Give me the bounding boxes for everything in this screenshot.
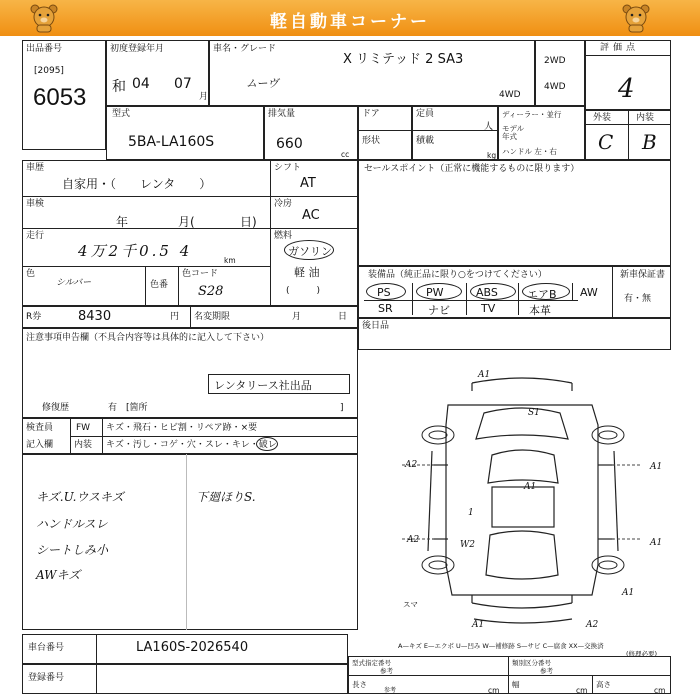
- check-label1: 検査員: [26, 423, 54, 433]
- mark-right-lower: A1: [650, 538, 663, 548]
- mark-rear-right: A1: [622, 588, 635, 598]
- rear-box: [358, 318, 671, 350]
- lot-sub: [2095]: [34, 66, 64, 76]
- shift-value: AT: [300, 176, 316, 191]
- inspector-note-4: AWキズ: [36, 568, 81, 582]
- colorcode-label: 色コード: [182, 269, 219, 279]
- drive-selected: 4WD: [499, 90, 521, 100]
- equip-airbag: エアB: [527, 288, 557, 301]
- shift-label: シフト: [274, 163, 302, 173]
- legend-line2: (修理必要): [626, 650, 658, 658]
- chassis-value: LA160S-2026540: [136, 640, 249, 655]
- equip-ps: PS: [377, 286, 391, 299]
- header-bar: [0, 0, 700, 36]
- first-reg-era: 和: [112, 79, 126, 95]
- bt-r2-label: 長さ: [352, 680, 367, 689]
- bt-r2-ref: 参考: [384, 687, 397, 694]
- bt-r3-unit: cm: [576, 686, 588, 695]
- drive-4wd: 4WD: [544, 82, 566, 92]
- equip-aw: AW: [580, 286, 598, 299]
- lot-label: 出品番号: [26, 44, 63, 54]
- inspector-note-right: 下廻ほりS.: [196, 490, 256, 504]
- repair-close: ]: [340, 403, 344, 413]
- inspection-year: 年: [116, 215, 129, 229]
- inspector-note-2: ハンドルスレ: [36, 517, 108, 531]
- dealer-label: ディーラー・並行: [502, 110, 562, 119]
- fuel-label: 燃料: [274, 231, 293, 241]
- recycle-value: 8430: [78, 309, 112, 324]
- check-naisou: 内装: [74, 440, 93, 450]
- legend-line1: A—キズ E—エクボ U—凹み W—補修跡 S—サビ C—腐食 XX—交換済: [398, 642, 604, 650]
- equip-sr: SR: [378, 302, 393, 315]
- bt-r4-label: 高さ: [596, 680, 611, 689]
- car-name-label: 車名・グレード: [213, 44, 277, 54]
- name-change-day: 日: [338, 312, 348, 322]
- name-change-label: 名変期限: [194, 312, 231, 322]
- lot-number: 6053: [33, 84, 87, 111]
- check-fw-items: キズ・飛石・ヒビ割・リペア跡・×要: [106, 423, 258, 433]
- repair-label: 修復歴: [42, 403, 70, 413]
- check-fw: FW: [76, 423, 91, 433]
- check-label2: 記入欄: [26, 440, 54, 450]
- inspection-label: 車検: [26, 199, 45, 209]
- wheel-label: スマ: [403, 600, 418, 609]
- inspector-note-1: キズ.U.ウスキズ: [36, 490, 124, 504]
- bear-mascot-icon: [620, 3, 652, 33]
- mark-w: W2: [460, 540, 475, 550]
- equip-leather: 本革: [529, 304, 551, 317]
- bt-r1b: 参考: [380, 667, 393, 675]
- capacity-unit: 人: [484, 122, 494, 132]
- warranty-label: 新車保証書: [620, 270, 666, 280]
- repair-value: 有 [箇所: [108, 403, 148, 413]
- exterior-label: 外装: [593, 113, 612, 123]
- sales-point-box: [358, 160, 671, 266]
- mark-center: 1: [468, 508, 474, 518]
- car-grade: X リミテッド 2 SA3: [343, 52, 464, 67]
- mark-left-lower: A2: [407, 535, 420, 545]
- equip-tv: TV: [481, 302, 496, 315]
- mark-bottom-right: A2: [586, 620, 599, 630]
- displacement-unit: cc: [341, 150, 350, 159]
- model-year-label2: 年式: [502, 132, 517, 141]
- color-code-label: 色番: [150, 280, 169, 290]
- load-label: 積載: [416, 136, 435, 146]
- bt-r1d: 参考: [540, 667, 553, 675]
- history-value: 自家用・（ レンタ ）: [62, 177, 212, 191]
- colorcode-value: S28: [198, 284, 224, 299]
- equip-pw-circle: [416, 283, 462, 300]
- rear-label: 後日品: [362, 321, 390, 331]
- inspection-day: 日): [240, 215, 257, 229]
- displacement-value: 660: [276, 136, 303, 152]
- equip-navi: ナビ: [428, 304, 450, 317]
- interior-value: B: [642, 130, 657, 154]
- mark-top: A1: [478, 370, 491, 380]
- drive-box: [535, 40, 585, 106]
- mileage-value: 4万2千0.5 4: [78, 242, 193, 260]
- mark-front: S1: [528, 408, 540, 418]
- mark-right-upper: A1: [650, 462, 663, 472]
- mileage-unit: km: [224, 256, 236, 265]
- first-reg-month-unit: 月: [199, 92, 209, 102]
- notes-label: 注意事項申告欄（不具合内容等は具体的に記入して下さい）: [26, 333, 270, 343]
- fuel-diesel: 軽 油: [294, 266, 320, 279]
- bt-r2-unit: cm: [488, 686, 500, 695]
- check-naisou-items: キズ・汚し・コゲ・穴・スレ・キレ・破レ: [106, 440, 277, 450]
- header-title: 軽自動車コーナー: [270, 12, 430, 32]
- model-label: 型式: [112, 109, 131, 119]
- color-label: 色: [26, 269, 36, 279]
- score-label: 評価点: [600, 43, 640, 53]
- interior-label: 内装: [636, 113, 655, 123]
- mark-bottom-left: A1: [472, 620, 485, 630]
- capacity-label: 定員: [416, 109, 435, 119]
- registration-label: 登録番号: [28, 673, 65, 683]
- exterior-value: C: [598, 130, 614, 154]
- bt-r1c: 類別区分番号: [512, 659, 551, 667]
- color-value: シルバー: [56, 278, 92, 288]
- score-value: 4: [618, 74, 635, 104]
- recycle-unit: 円: [170, 312, 180, 322]
- warranty-value: 有・無: [624, 294, 652, 304]
- equip-abs: ABS: [476, 286, 498, 299]
- model-value: 5BA-LA160S: [128, 134, 215, 150]
- sure-circle: [256, 437, 278, 451]
- recycle-label: R券: [26, 312, 42, 322]
- drive-2wd: 2WD: [544, 56, 566, 66]
- car-name-value: ムーヴ: [246, 77, 279, 90]
- inspector-note-3: シートしみ小: [36, 543, 109, 557]
- ac-label: 冷房: [274, 199, 293, 209]
- first-reg-month: 07: [174, 76, 192, 92]
- equipment-label: 装備品（純正品に限り○をつけてください）: [368, 270, 547, 280]
- bt-r1a: 型式指定番号: [352, 659, 391, 667]
- handle-label: ハンドル 左・右: [502, 147, 557, 156]
- ac-value: AC: [302, 208, 320, 223]
- equip-abs-circle: [470, 283, 516, 300]
- bt-r3-label: 幅: [512, 680, 520, 689]
- equip-airbag-circle: [522, 283, 570, 300]
- first-reg-year: 04: [132, 76, 150, 92]
- name-change-month: 月: [292, 312, 302, 322]
- displacement-label: 排気量: [268, 109, 296, 119]
- fuel-gasoline: ガソリン: [288, 245, 332, 258]
- sales-point-label: セールスポイント（正常に機能するものに限ります）: [364, 164, 580, 174]
- history-label: 車歴: [26, 163, 45, 173]
- model-year-label1: モデル: [502, 124, 525, 133]
- load-unit: kg: [487, 151, 497, 160]
- registration-row: [22, 664, 348, 694]
- chassis-label: 車台番号: [28, 643, 65, 653]
- doors-label: ドア: [362, 109, 380, 119]
- mark-roof: A1: [524, 482, 537, 492]
- equip-ps-circle: [366, 283, 406, 300]
- fuel-other: ( ): [286, 286, 321, 296]
- bt-r4-unit: cm: [654, 686, 666, 695]
- equip-pw: PW: [426, 286, 444, 299]
- mark-left-upper: A2: [405, 460, 418, 470]
- shape-label: 形状: [362, 136, 381, 146]
- notes-stamp: レンタリース社出品: [214, 379, 312, 392]
- mileage-label: 走行: [26, 231, 45, 241]
- inspection-month: 月(: [178, 215, 195, 229]
- first-reg-label: 初度登録年月: [110, 44, 165, 54]
